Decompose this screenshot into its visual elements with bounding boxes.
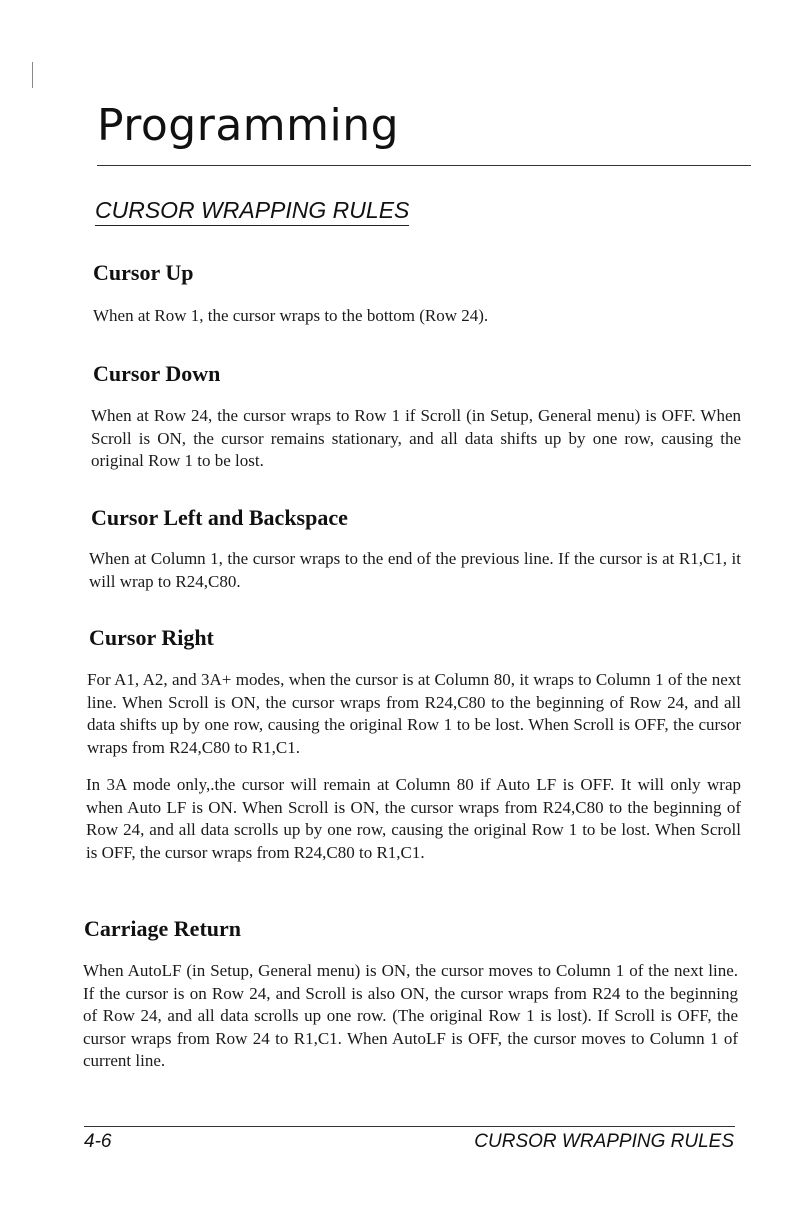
heading-cursor-left-backspace: Cursor Left and Backspace [91,505,348,530]
heading-carriage-return: Carriage Return [84,916,242,941]
paragraph-cursor-left-backspace: When at Column 1, the cursor wraps to the end of the previous line. If the cursor is at R1,C1, it will wrap to R24,C80. [89,549,741,591]
chapter-title: Programming [97,100,400,151]
chapter-rule [97,165,751,166]
paragraph-carriage-return: When AutoLF (in Setup, General menu) is ON, the cursor moves to Column 1 of the next line. If the cursor is on Row 24, and Scroll is also ON, the cursor wraps from R24 to the beginning of Row 24, and all data scrolls up one row. (The original Row 1 is lost). If Scroll is OFF, the cursor wraps from Row 24 to R1,C1. When AutoLF is OFF, the cursor moves to Column 1 of current line. [83,961,738,1071]
heading-cursor-down: Cursor Down [93,361,221,386]
footer-rule [84,1126,735,1127]
paragraph-cursor-up: When at Row 1, the cursor wraps to the bottom (Row 24). [93,306,489,325]
footer-running-title: CURSOR WRAPPING RULES [474,1131,734,1152]
section-title: CURSOR WRAPPING RULES [95,198,409,226]
footer-page-number: 4-6 [84,1131,112,1152]
heading-cursor-up: Cursor Up [93,260,194,285]
paragraph-cursor-right-2: In 3A mode only,.the cursor will remain at Column 80 if Auto LF is OFF. It will only wrap when Auto LF is ON. When Scroll is ON, the cursor wraps from R24,C80 to the beginning of Row 24, and all data scrolls up by one row, causing the original Row 1 to be lost. When Scroll is OFF, the cursor wraps from R24,C80 to R1,C1. [86,775,741,862]
paragraph-cursor-down: When at Row 24, the cursor wraps to Row 1 if Scroll (in Setup, General menu) is OFF. When Scroll is ON, the cursor remains stationary, and all data shifts up by one row, causing the original Row 1 to be lost. [91,406,741,471]
paragraph-cursor-right-1: For A1, A2, and 3A+ modes, when the cursor is at Column 80, it wraps to Column 1 of the next line. When Scroll is ON, the cursor wraps from R24,C80 to the beginning of Row 24, and all data shifts up by one row, causing the original Row 1 to be lost. When Scroll is OFF, the cursor wraps from R24,C80 to R1,C1. [87,670,741,757]
page-edge-mark [32,62,33,88]
heading-cursor-right: Cursor Right [89,625,214,650]
